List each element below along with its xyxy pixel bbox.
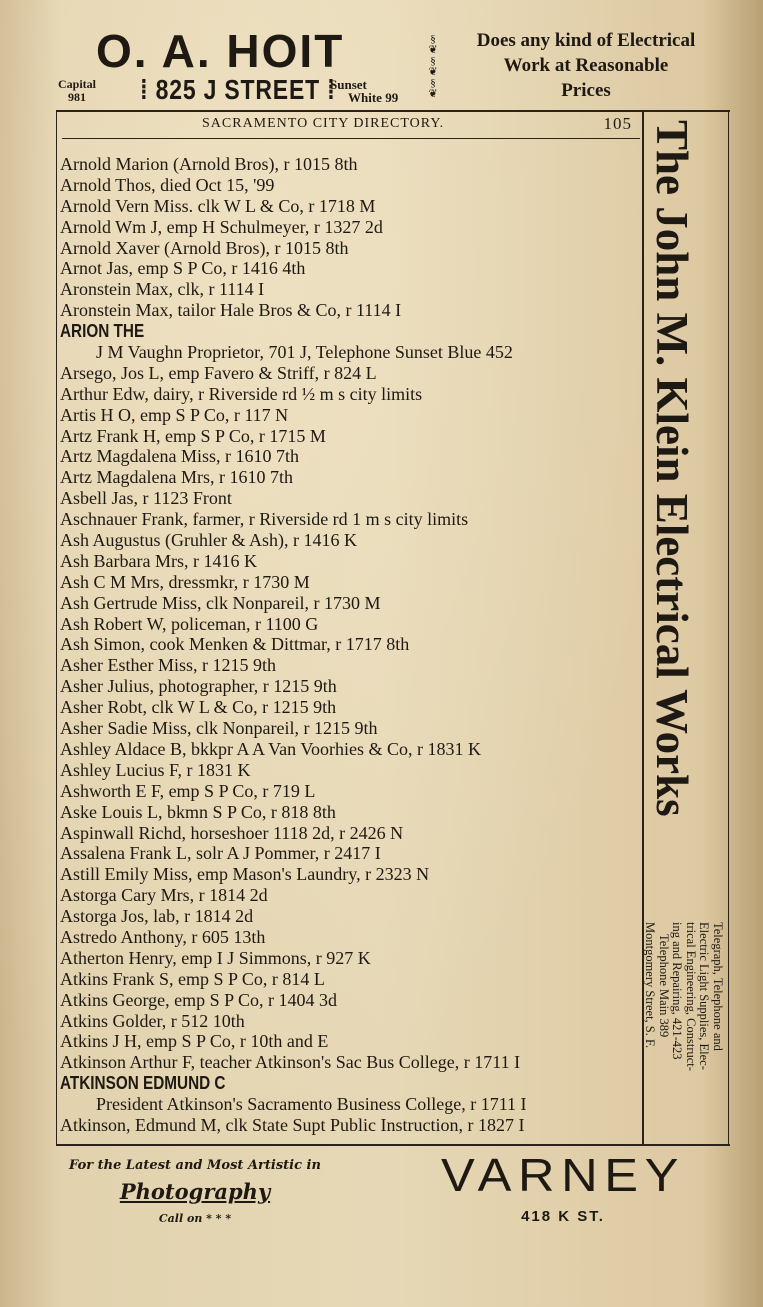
directory-entry: Ash Simon, cook Menken & Dittmar, r 1717 8th <box>60 634 410 655</box>
frame-bottom-rule <box>56 1144 730 1146</box>
directory-entry: Artz Magdalena Miss, r 1610 7th <box>60 446 299 467</box>
frame-right-rule <box>728 110 729 1144</box>
frame-top-rule <box>56 110 730 112</box>
capital-label: Capital <box>58 77 97 91</box>
entry-heading: ATKINSON EDMUND C <box>60 1073 226 1094</box>
directory-entry: Ashley Aldace B, bkkpr A A Van Voorhies & Co, r 1831 K <box>60 738 482 759</box>
directory-entry: Atkins J H, emp S P Co, r 10th and E <box>60 1031 329 1052</box>
directory-entry: Atkins Frank S, emp S P Co, r 814 L <box>60 968 325 989</box>
directory-entry: Atkinson, Edmund M, clk State Supt Public Instruction, r 1827 I <box>60 1114 525 1135</box>
directory-entry: Ashley Lucius F, r 1831 K <box>60 759 251 780</box>
directory-entry: Arsego, Jos L, emp Favero & Striff, r 824 L <box>60 362 377 383</box>
directory-entry: Ash Gertrude Miss, clk Nonpareil, r 1730 M <box>60 592 381 613</box>
directory-entry: Artz Magdalena Mrs, r 1610 7th <box>60 467 293 488</box>
photo-ad-line-3: Call on * * * <box>158 1212 232 1225</box>
directory-entry: Asher Robt, clk W L & Co, r 1215 9th <box>60 697 337 718</box>
elec-ad-line-1: Does any kind of Electrical <box>476 30 696 51</box>
photo-ad-line-1: For the Latest and Most Artistic in <box>69 1158 321 1173</box>
directory-entry: President Atkinson's Sacramento Business College, r 1711 I <box>96 1094 527 1115</box>
street-text: 825 J STREET <box>155 74 320 105</box>
directory-entry: Arnot Jas, emp S P Co, r 1416 4th <box>60 258 306 279</box>
varney-address: 418 K ST. <box>521 1208 605 1225</box>
klein-line-4: ing and Repairing, 421-423 <box>670 922 685 1060</box>
klein-ad-details <box>643 922 724 1071</box>
varney-name: VARNEY <box>441 1149 685 1201</box>
directory-entry: Asbell Jas, r 1123 Front <box>60 488 232 509</box>
photography-ad <box>66 1158 324 1225</box>
directory-entry: Atherton Henry, emp I J Simmons, r 927 K <box>60 947 371 968</box>
directory-entry: Aske Louis L, bkmn S P Co, r 818 8th <box>60 801 336 822</box>
directory-entry: Atkins George, emp S P Co, r 1404 3d <box>60 989 337 1010</box>
directory-entry: Aronstein Max, clk, r 1114 I <box>60 279 265 300</box>
entry-heading: ARION THE <box>60 321 145 342</box>
directory-entry: Assalena Frank L, solr A J Pommer, r 2417 I <box>60 843 381 864</box>
directory-entry: Artz Frank H, emp S P Co, r 1715 M <box>60 425 326 446</box>
electrical-work-ad <box>446 28 726 103</box>
running-head-title: SACRAMENTO CITY DIRECTORY. <box>202 116 445 131</box>
directory-entry: Asher Sadie Miss, clk Nonpareil, r 1215 9th <box>60 718 378 739</box>
directory-entry: Aronstein Max, tailor Hale Bros & Co, r 1114 I <box>60 300 402 321</box>
klein-line-5: Telephone Main 389 <box>657 934 671 1038</box>
directory-entry: Arnold Wm J, emp H Schulmeyer, r 1327 2d <box>60 216 383 237</box>
klein-ad-title: The John M. Klein Electrical Works <box>647 120 697 817</box>
directory-entry: Aschnauer Frank, farmer, r Riverside rd 1 m s city limits <box>60 509 469 530</box>
directory-entry: Arnold Marion (Arnold Bros), r 1015 8th <box>60 154 358 174</box>
klein-line-3: trical Engineering, Construct- <box>684 922 698 1071</box>
klein-line-1: Telegraph, Telephone and <box>711 922 725 1051</box>
elec-ad-line-2: Work at Reasonable <box>503 55 669 76</box>
directory-entry: Arnold Xaver (Arnold Bros), r 1015 8th <box>60 237 349 258</box>
frame-left-rule <box>56 110 57 1144</box>
directory-entry: Astredo Anthony, r 605 13th <box>60 926 266 947</box>
directory-entry: Astorga Jos, lab, r 1814 2d <box>60 906 254 927</box>
page-number: 105 <box>603 114 632 133</box>
hoit-sunset-phone <box>330 78 398 104</box>
klein-line-2: Electric Light Supplies, Elec- <box>697 922 712 1070</box>
directory-entry: Atkins Golder, r 512 10th <box>60 1010 245 1031</box>
directory-entry: Asher Julius, photographer, r 1215 9th <box>60 676 337 697</box>
klein-line-6: Montgomery Street, S. F. <box>643 922 658 1049</box>
white-label: White 99 <box>348 90 399 105</box>
directory-entry: Ash Augustus (Gruhler & Ash), r 1416 K <box>60 530 357 551</box>
directory-entry: Ash C M Mrs, dressmkr, r 1730 M <box>60 571 310 592</box>
ornament-divider: § ❦ § ❦ § ❦ <box>428 33 438 100</box>
hoit-ad-name: O. A. HOIT <box>96 25 345 77</box>
directory-entry: Arnold Vern Miss. clk W L & Co, r 1718 M <box>60 195 376 216</box>
directory-entry: Atkinson Arthur F, teacher Atkinson's Sac Bus College, r 1711 I <box>60 1052 521 1073</box>
directory-entry: J M Vaughn Proprietor, 701 J, Telephone Sunset Blue 452 <box>96 342 513 363</box>
directory-entry: Ashworth E F, emp S P Co, r 719 L <box>60 780 316 801</box>
sunset-label: Sunset <box>330 77 367 92</box>
directory-entry: Arthur Edw, dairy, r Riverside rd ½ m s city limits <box>60 383 423 404</box>
directory-entry: Arnold Thos, died Oct 15, '99 <box>60 174 275 195</box>
photo-ad-line-2: Photography <box>119 1179 271 1204</box>
directory-entry: Artis H O, emp S P Co, r 117 N <box>60 404 289 425</box>
capital-number: 981 <box>68 90 86 104</box>
directory-entry: Asher Esther Miss, r 1215 9th <box>60 655 276 676</box>
directory-entry: Astorga Cary Mrs, r 1814 2d <box>60 885 268 906</box>
directory-entry: Aspinwall Richd, horseshoer 1118 2d, r 2426 N <box>60 822 404 843</box>
directory-entry: Ash Barbara Mrs, r 1416 K <box>60 550 257 571</box>
running-head-rule <box>62 138 640 139</box>
directory-entries <box>60 154 646 1136</box>
hoit-ad-street: ⁞ 825 J STREET ⁞ <box>140 74 336 105</box>
directory-entry: Astill Emily Miss, emp Mason's Laundry, r 2323 N <box>60 864 430 885</box>
directory-entry: Ash Robert W, policeman, r 1100 G <box>60 613 319 634</box>
hoit-capital-phone <box>58 78 96 104</box>
elec-ad-line-3: Prices <box>561 80 611 101</box>
